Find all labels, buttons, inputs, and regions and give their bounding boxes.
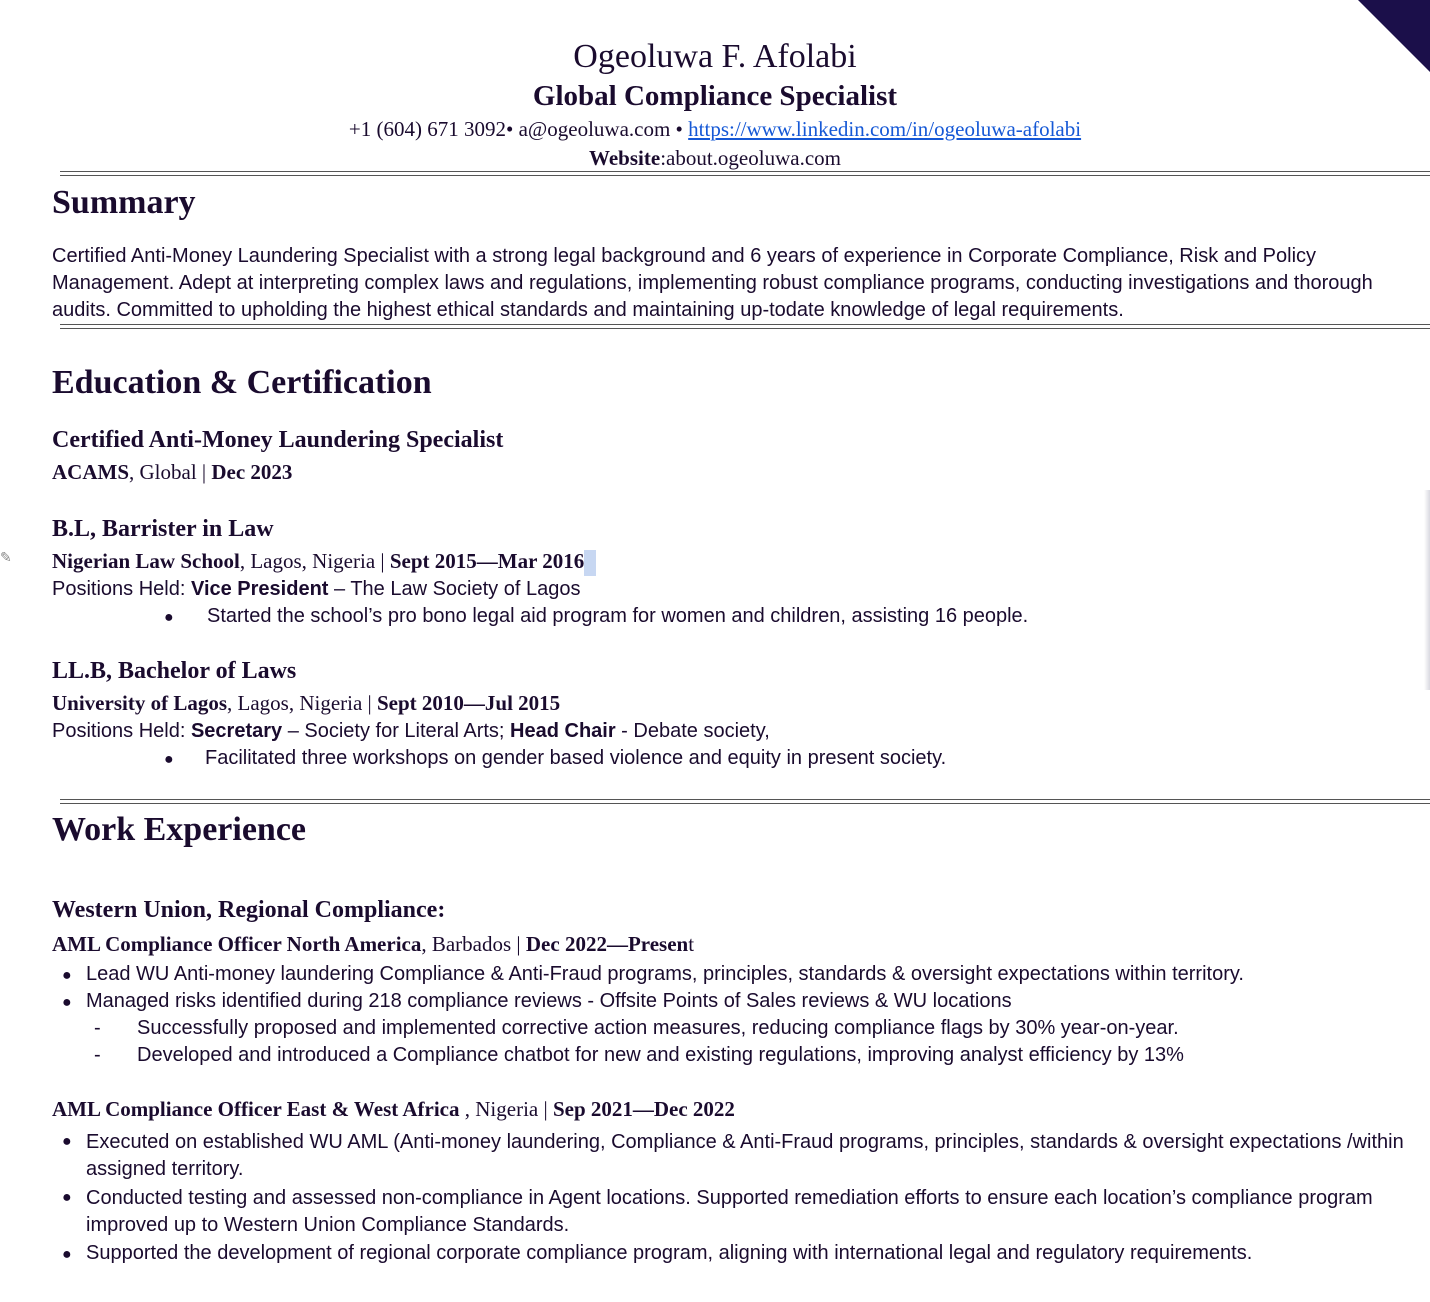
edu-title: B.L, Barrister in Law xyxy=(52,516,274,542)
bullet-icon: ● xyxy=(62,1189,72,1206)
edu-dates: Sept 2015—Mar 2016 xyxy=(389,549,585,573)
edu-detail xyxy=(52,691,560,716)
divider xyxy=(60,799,1430,804)
position-org: - Debate society, xyxy=(615,720,770,742)
role-title: AML Compliance Officer East & West Africa xyxy=(52,1097,460,1121)
role-dates: Sep 2021—Dec 2022 xyxy=(552,1097,735,1121)
resume-name: Ogeoluwa F. Afolabi xyxy=(573,38,857,75)
list-item: Executed on established WU AML (Anti-money laundering, Compliance & Anti-Fraud programs, principles, standards & oversight expectations /within assigned territory. xyxy=(86,1131,1404,1180)
edu-org: University of Lagos xyxy=(52,691,227,715)
list-item: Started the school’s pro bono legal aid program for women and children, assisting 16 people. xyxy=(207,605,1029,627)
position-org: – Society for Literal Arts; xyxy=(282,720,511,742)
dash-icon: - xyxy=(94,1017,101,1039)
positions-held xyxy=(52,578,580,601)
edu-location: , Lagos, Nigeria | xyxy=(227,691,377,715)
list-item: Managed risks identified during 218 compliance reviews - Offsite Points of Sales reviews & WU locations xyxy=(86,990,1012,1012)
role-dates-tail: t xyxy=(688,932,695,956)
page-edge-shadow xyxy=(1424,490,1430,690)
position-title: Vice President xyxy=(190,578,329,600)
bullet-icon: ● xyxy=(164,751,174,768)
company-name: Western Union, Regional Compliance: xyxy=(52,897,446,923)
role-location: , Barbados | xyxy=(421,932,526,956)
divider xyxy=(60,324,1430,329)
summary-text: Certified Anti-Money Laundering Specialist with a strong legal background and 6 years of experience in Corporate Compliance, Risk and Policy Management. Adept at interpreting complex laws and regulations, implementing robust compliance programs, conducting investigations and thorough audits. Committed to upholding the highest ethical standards and maintaining up-todate knowledge of legal requirements. xyxy=(52,245,1373,321)
bullet-icon: ● xyxy=(62,994,72,1011)
edu-title: LL.B, Bachelor of Laws xyxy=(52,658,297,684)
linkedin-link[interactable]: https://www.linkedin.com/in/ogeoluwa-afolabi xyxy=(688,117,1082,141)
edu-dates: Sept 2010—Jul 2015 xyxy=(377,691,561,715)
dash-icon: - xyxy=(94,1044,101,1066)
edu-title: Certified Anti-Money Laundering Specialist xyxy=(52,427,504,453)
role-line xyxy=(52,1097,735,1122)
contact-line xyxy=(60,117,1370,142)
positions-prefix: Positions Held: xyxy=(52,720,191,742)
pen-cursor-icon: ✎ xyxy=(0,551,12,566)
edu-location: , Global | xyxy=(129,460,212,484)
bullet-icon: ● xyxy=(62,1133,72,1150)
education-heading: Education & Certification xyxy=(52,364,432,401)
website-value[interactable]: :about.ogeoluwa.com xyxy=(660,146,841,170)
edu-location: , Lagos, Nigeria | xyxy=(239,549,390,573)
website-line xyxy=(60,146,1370,171)
website-label: Website xyxy=(589,146,661,170)
bullet-icon: ● xyxy=(62,1246,72,1263)
role-title: AML Compliance Officer North America xyxy=(52,932,422,956)
role-dates: Dec 2022—Presen xyxy=(525,932,689,956)
divider xyxy=(60,171,1430,176)
list-item: Supported the development of regional corporate compliance program, aligning with international legal and regulatory requirements. xyxy=(86,1242,1253,1264)
sub-list-item: Successfully proposed and implemented corrective action measures, reducing compliance flags by 30% year-on-year. xyxy=(137,1017,1179,1039)
sub-list-item: Developed and introduced a Compliance chatbot for new and existing regulations, improving analyst efficiency by 13% xyxy=(137,1044,1184,1066)
position-title: Secretary xyxy=(190,720,283,742)
edu-dates: Dec 2023 xyxy=(211,460,293,484)
position-org: – The Law Society of Lagos xyxy=(328,578,581,600)
edu-detail xyxy=(52,460,292,485)
text-cursor-highlight xyxy=(584,550,596,576)
bullet-icon: ● xyxy=(164,609,174,626)
positions-prefix: Positions Held: xyxy=(52,578,191,600)
bullet-icon: ● xyxy=(62,967,72,984)
positions-held xyxy=(52,720,770,743)
edu-org: ACAMS xyxy=(52,460,129,484)
summary-heading: Summary xyxy=(52,184,196,221)
resume-title: Global Compliance Specialist xyxy=(532,80,898,112)
edu-org: Nigerian Law School xyxy=(52,549,240,573)
role-line xyxy=(52,932,694,957)
position-title: Head Chair xyxy=(510,720,616,742)
phone-email: +1 (604) 671 3092• a@ogeoluwa.com • xyxy=(348,117,689,141)
work-heading: Work Experience xyxy=(52,811,307,848)
list-item: Conducted testing and assessed non-compliance in Agent locations. Supported remediation efforts to ensure each location’s compliance program improved up to Western Union Compliance Standards. xyxy=(86,1187,1373,1236)
role-location: , Nigeria | xyxy=(459,1097,553,1121)
list-item: Facilitated three workshops on gender based violence and equity in present society. xyxy=(205,747,947,769)
list-item: Lead WU Anti-money laundering Compliance & Anti-Fraud programs, principles, standards & oversight expectations within territory. xyxy=(86,963,1244,985)
edu-detail xyxy=(52,549,596,576)
